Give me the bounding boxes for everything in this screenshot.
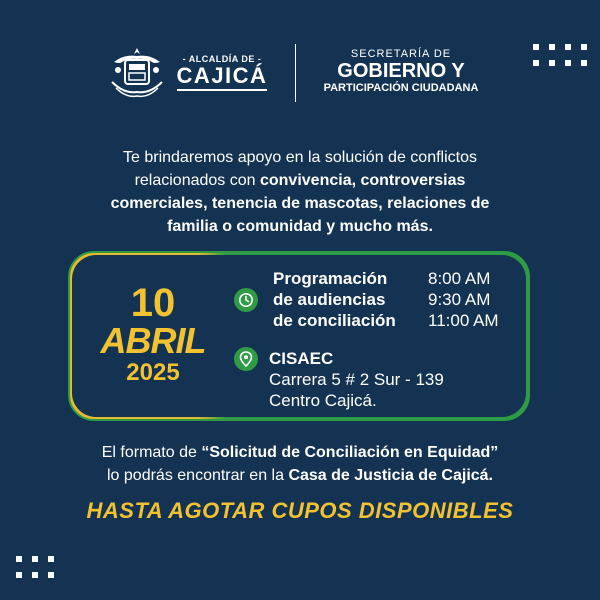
schedule-label bbox=[273, 268, 396, 331]
format-line2 bbox=[40, 464, 560, 487]
intro-text bbox=[70, 146, 530, 238]
intro-line2 bbox=[70, 169, 530, 192]
schedule-label-line3: de conciliación bbox=[273, 311, 396, 330]
schedule-label-line1: Programación bbox=[273, 269, 388, 288]
format-line2-bold: Casa de Justicia de Cajicá. bbox=[288, 467, 493, 484]
header-divider bbox=[295, 44, 296, 102]
intro-line1: Te brindaremos apoyo en la solución de conflictos bbox=[123, 149, 477, 166]
venue-city: Centro Cajicá. bbox=[269, 391, 377, 410]
schedule-time-1: 8:00 AM bbox=[428, 269, 491, 288]
schedule-time-3: 11:00 AM bbox=[428, 311, 499, 330]
secretaria-line2: GOBIERNO Y bbox=[337, 60, 465, 82]
format-info-text bbox=[40, 441, 560, 487]
secretaria-line3: PARTICIPACIÓN CIUDADANA bbox=[323, 82, 479, 94]
event-date bbox=[94, 283, 212, 387]
format-line1-plain: El formato de bbox=[101, 444, 202, 461]
format-line1 bbox=[40, 441, 560, 464]
schedule-times bbox=[428, 268, 499, 331]
location-pin-icon bbox=[234, 347, 258, 371]
schedule-label-line2: de audiencias bbox=[273, 290, 386, 309]
alcaldia-prefix: - ALCALDÍA DE - bbox=[182, 54, 262, 64]
secretaria-logotype bbox=[306, 48, 496, 94]
availability-notice: HASTA AGOTAR CUPOS DISPONIBLES bbox=[86, 498, 514, 523]
venue-address: Carrera 5 # 2 Sur - 139 bbox=[269, 370, 444, 389]
intro-line3-bold: comerciales, tenencia de mascotas, relaciones de bbox=[110, 195, 490, 212]
intro-line3 bbox=[70, 192, 530, 215]
alcaldia-name: CAJICÁ bbox=[176, 63, 268, 88]
event-year: 2025 bbox=[126, 359, 180, 386]
intro-line4 bbox=[70, 215, 530, 238]
schedule-time-2: 9:30 AM bbox=[428, 290, 491, 309]
event-info-inner bbox=[72, 255, 526, 417]
format-line2-plain: lo podrás encontrar en la bbox=[107, 467, 289, 484]
intro-line4-bold: familia o comunidad y mucho más. bbox=[167, 218, 433, 235]
event-month: ABRIL bbox=[100, 320, 206, 361]
secretaria-line1: SECRETARÍA DE bbox=[350, 48, 452, 60]
venue bbox=[269, 348, 444, 411]
intro-line2-plain: relacionados con bbox=[134, 172, 260, 189]
cajica-crest-logo bbox=[106, 44, 168, 102]
clock-icon bbox=[234, 288, 258, 312]
alcaldia-logotype bbox=[175, 54, 269, 91]
alcaldia-underline bbox=[177, 89, 267, 91]
event-info-box bbox=[68, 251, 530, 421]
format-line1-bold: “Solicitud de Conciliación en Equidad” bbox=[201, 444, 499, 461]
event-day: 10 bbox=[130, 281, 176, 325]
decorative-dots-bottom bbox=[16, 556, 54, 578]
intro-line2-bold: convivencia, controversias bbox=[259, 172, 466, 189]
header bbox=[0, 40, 600, 106]
venue-name: CISAEC bbox=[269, 349, 334, 368]
